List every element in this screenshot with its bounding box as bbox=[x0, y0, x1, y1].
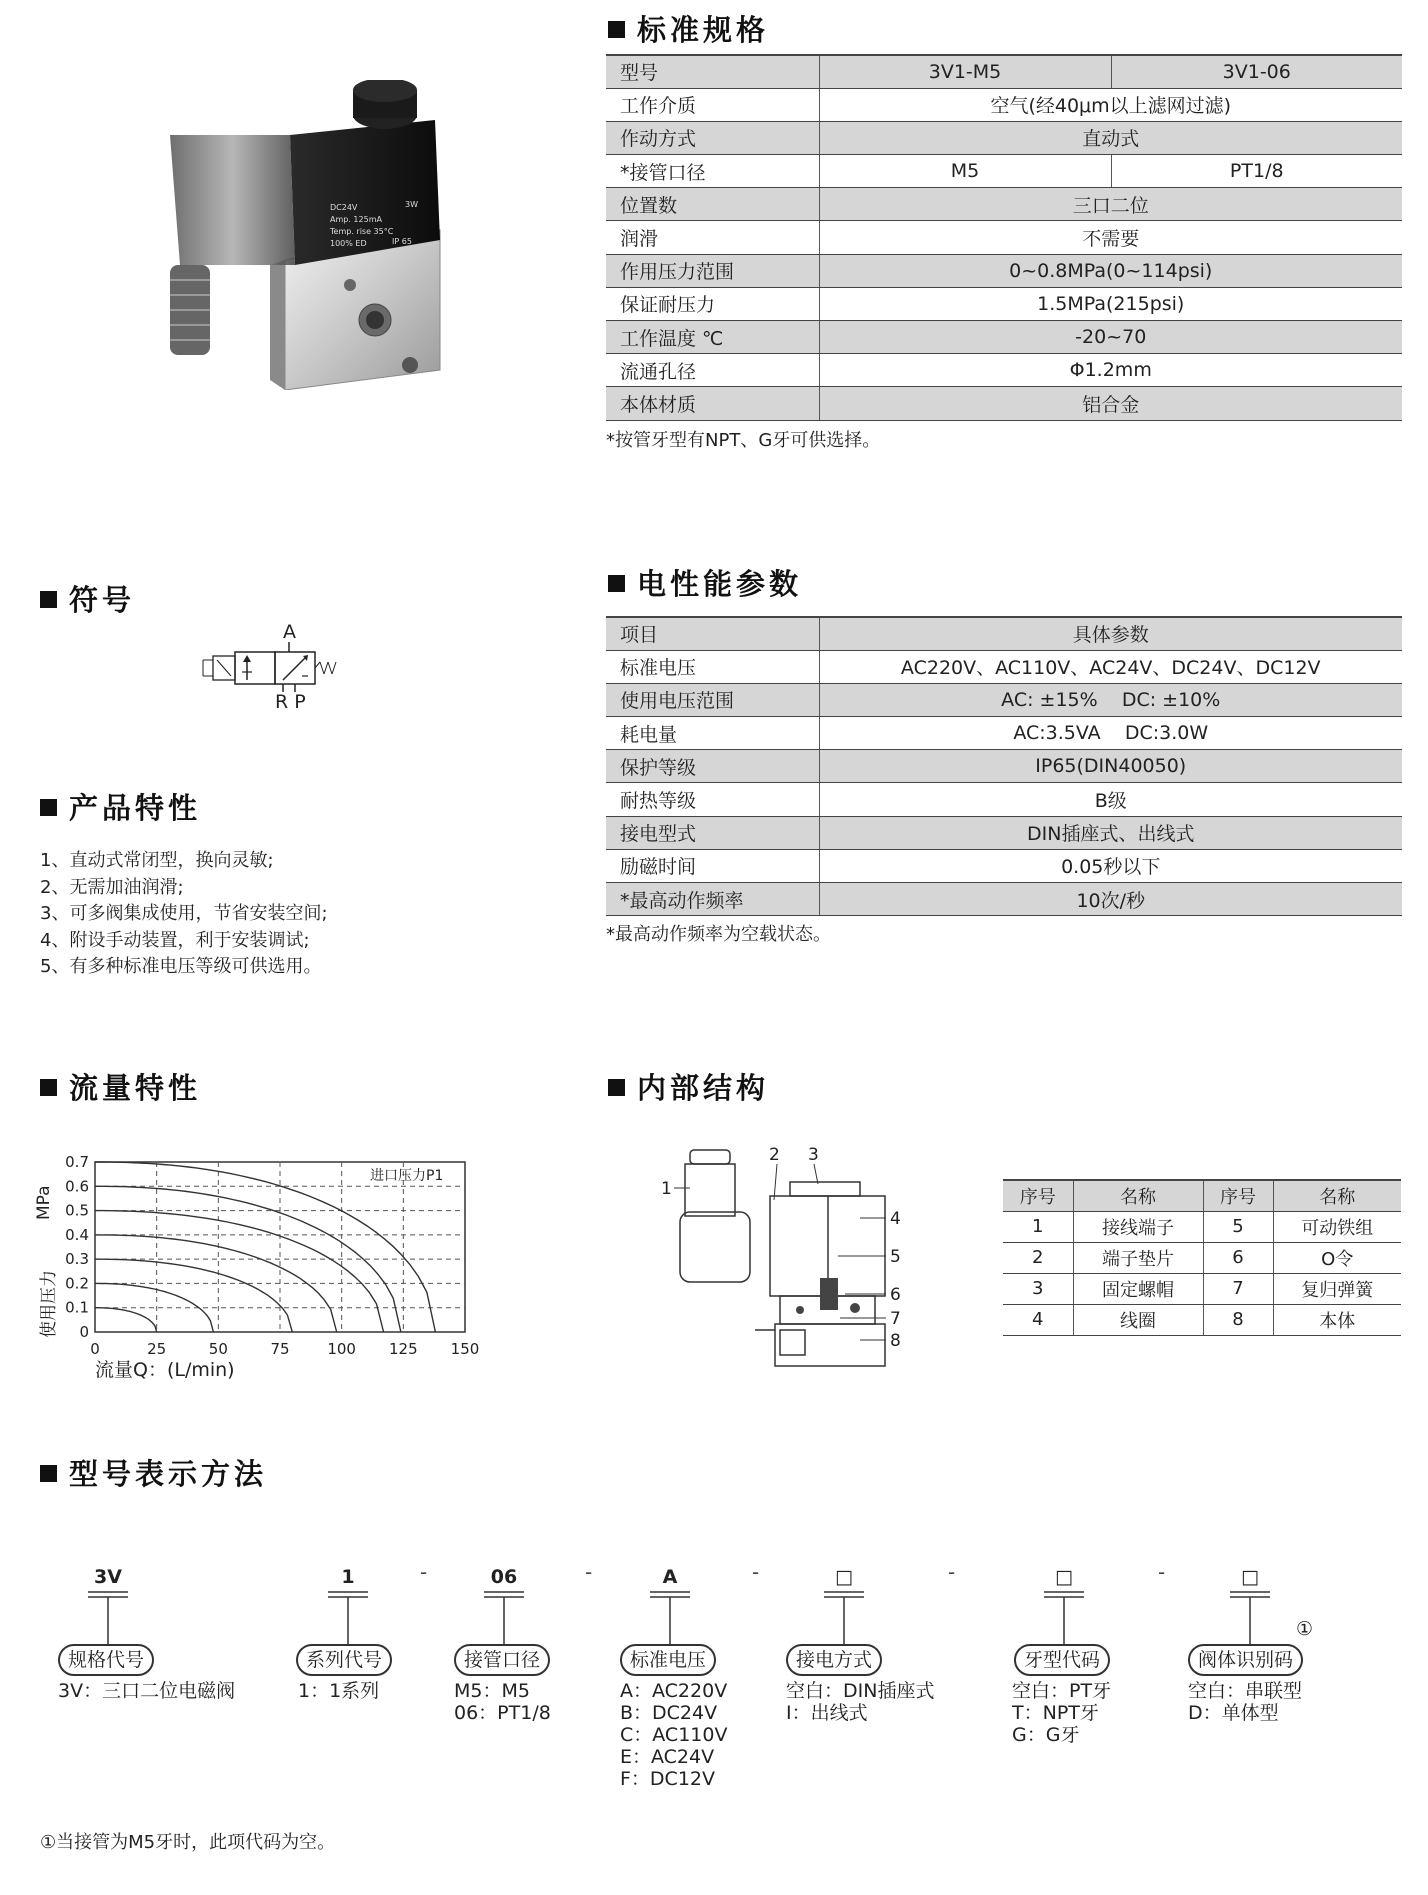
model-dash: - bbox=[420, 1560, 428, 1584]
electrical-table bbox=[606, 616, 1402, 916]
spec-note: *按管牙型有NPT、G牙可供选择。 bbox=[606, 430, 881, 451]
callout-4: 4 bbox=[890, 1209, 901, 1229]
field-body-id: 阀体识别码 bbox=[1188, 1644, 1303, 1676]
photo-label-line2: Amp. 125mA bbox=[330, 215, 382, 224]
chart-x-tick: 25 bbox=[147, 1340, 167, 1358]
chart-x-tick: 50 bbox=[208, 1340, 228, 1358]
callout-8: 8 bbox=[890, 1331, 901, 1351]
spec-row: 工作温度 ℃ -20~70 bbox=[606, 321, 1402, 354]
model-dash: - bbox=[752, 1560, 760, 1584]
callout-5: 5 bbox=[890, 1247, 901, 1267]
chart-y-tick: 0.7 bbox=[65, 1153, 89, 1171]
chart-series-line bbox=[95, 1308, 157, 1332]
chart-y-tick: 0.1 bbox=[65, 1298, 89, 1317]
model-footnote: ①当接管为M5牙时，此项代码为空。 bbox=[40, 1832, 336, 1853]
field-voltage: 标准电压 bbox=[620, 1644, 716, 1676]
features-section-title: 产品特性 bbox=[40, 786, 201, 827]
electrical-row: 使用电压范围 AC: ±15% DC: ±10% bbox=[606, 683, 1402, 716]
product-photo bbox=[160, 80, 460, 390]
model-code-voltage: A bbox=[662, 1566, 678, 1588]
square-bullet-icon bbox=[608, 575, 625, 592]
feature-item: 4、附设手动装置，利于安装调试; bbox=[40, 929, 310, 951]
parts-table bbox=[1003, 1179, 1401, 1336]
model-code-thread: □ bbox=[1055, 1566, 1073, 1588]
spec-header-row: 型号 3V1-M5 3V1-06 bbox=[606, 55, 1402, 88]
square-bullet-icon bbox=[608, 1079, 625, 1096]
features-list bbox=[40, 848, 328, 981]
spec-row: 作用压力范围 0~0.8MPa(0~114psi) bbox=[606, 254, 1402, 287]
chart-legend: 进口压力P1 bbox=[370, 1168, 444, 1184]
structure-section-title: 内部结构 bbox=[608, 1066, 769, 1107]
chart-y-unit: MPa bbox=[34, 1185, 54, 1220]
electrical-row: *最高动作频率 10次/秒 bbox=[606, 883, 1402, 916]
field-spec-code: 规格代号 bbox=[58, 1644, 154, 1676]
chart-y-tick: 0.5 bbox=[65, 1201, 89, 1220]
model-code-body: □ bbox=[1241, 1566, 1259, 1588]
chart-x-label: 流量Q：(L/min) bbox=[95, 1359, 235, 1381]
electrical-row: 标准电压 AC220V、AC110V、AC24V、DC24V、DC12V bbox=[606, 650, 1402, 683]
chart-x-tick: 150 bbox=[450, 1340, 480, 1358]
chart-y-label: 使用压力 bbox=[39, 1270, 59, 1338]
field-thread-desc: 空白：PT牙 T：NPT牙 G：G牙 bbox=[1012, 1680, 1112, 1746]
parts-row: 4 线圈 8 本体 bbox=[1003, 1304, 1401, 1335]
symbol-section-title: 符号 bbox=[40, 578, 135, 619]
electrical-note: *最高动作频率为空载状态。 bbox=[606, 924, 831, 945]
model-dash: - bbox=[585, 1560, 593, 1584]
field-connection-desc: 空白：DIN插座式 I：出线式 bbox=[786, 1680, 935, 1724]
chart-y-tick: 0.2 bbox=[65, 1274, 89, 1293]
model-code-connection: □ bbox=[835, 1566, 853, 1588]
electrical-section-title: 电性能参数 bbox=[608, 562, 802, 603]
callout-6: 6 bbox=[890, 1285, 901, 1305]
square-bullet-icon bbox=[40, 1079, 57, 1096]
chart-y-tick: 0 bbox=[79, 1323, 89, 1341]
valve-symbol bbox=[195, 620, 345, 710]
model-dash: - bbox=[948, 1560, 956, 1584]
photo-label-line4: 100% ED bbox=[330, 239, 367, 248]
spec-row: 保证耐压力 1.5MPa(215psi) bbox=[606, 287, 1402, 320]
chart-x-tick: 0 bbox=[90, 1340, 100, 1358]
model-connectors bbox=[0, 1590, 1428, 1646]
field-series-desc: 1：1系列 bbox=[298, 1680, 380, 1702]
symbol-port-rp: R P bbox=[275, 691, 306, 710]
field-body-desc: 空白：串联型 D：单体型 bbox=[1188, 1680, 1303, 1724]
flow-section-title: 流量特性 bbox=[40, 1066, 201, 1107]
model-code-series: 1 bbox=[341, 1566, 355, 1588]
callout-3: 3 bbox=[808, 1145, 819, 1165]
field-spec-desc: 3V：三口二位电磁阀 bbox=[58, 1680, 236, 1702]
spec-row: 位置数 三口二位 bbox=[606, 188, 1402, 221]
structure-drawing bbox=[660, 1140, 920, 1380]
field-thread: 牙型代码 bbox=[1014, 1644, 1110, 1676]
chart-x-tick: 75 bbox=[270, 1340, 290, 1358]
square-bullet-icon bbox=[40, 1465, 57, 1482]
electrical-row: 保护等级 IP65(DIN40050) bbox=[606, 750, 1402, 783]
spec-section-title: 标准规格 bbox=[608, 8, 769, 49]
chart-series-line bbox=[95, 1259, 292, 1332]
callout-7: 7 bbox=[890, 1309, 901, 1329]
callout-1: 1 bbox=[661, 1179, 672, 1199]
field-port-desc: M5：M5 06：PT1/8 bbox=[454, 1680, 551, 1724]
model-dash: - bbox=[1158, 1560, 1166, 1584]
spec-table bbox=[606, 54, 1402, 421]
circle-mark: ① bbox=[1296, 1618, 1314, 1640]
parts-row: 2 端子垫片 6 O令 bbox=[1003, 1242, 1401, 1273]
electrical-row: 耐热等级 B级 bbox=[606, 783, 1402, 816]
photo-label-line3: Temp. rise 35°C bbox=[330, 227, 394, 236]
chart-y-tick: 0.3 bbox=[65, 1250, 89, 1269]
parts-row: 3 固定螺帽 7 复归弹簧 bbox=[1003, 1273, 1401, 1304]
field-series-code: 系列代号 bbox=[296, 1644, 392, 1676]
square-bullet-icon bbox=[40, 799, 57, 816]
flow-chart bbox=[55, 1140, 495, 1390]
square-bullet-icon bbox=[40, 591, 57, 608]
feature-item: 5、有多种标准电压等级可供选用。 bbox=[40, 956, 322, 977]
model-code-port: 06 bbox=[490, 1566, 518, 1588]
symbol-port-a: A bbox=[283, 621, 296, 643]
electrical-row: 接电型式 DIN插座式、出线式 bbox=[606, 816, 1402, 849]
field-connection: 接电方式 bbox=[786, 1644, 882, 1676]
photo-label-line4b: IP 65 bbox=[392, 237, 412, 246]
spec-row: *接管口径 M5 PT1/8 bbox=[606, 155, 1402, 188]
chart-y-tick: 0.6 bbox=[65, 1177, 89, 1196]
field-voltage-desc: A：AC220V B：DC24V C：AC110V E：AC24V F：DC12V bbox=[620, 1680, 728, 1790]
model-code-spec: 3V bbox=[94, 1566, 122, 1588]
electrical-row: 励磁时间 0.05秒以下 bbox=[606, 849, 1402, 882]
photo-label-line1: DC24V bbox=[330, 203, 358, 212]
chart-x-tick: 100 bbox=[327, 1340, 356, 1358]
parts-row: 1 接线端子 5 可动铁组 bbox=[1003, 1211, 1401, 1242]
parts-header-row: 序号 名称 序号 名称 bbox=[1003, 1180, 1401, 1211]
square-bullet-icon bbox=[608, 21, 625, 38]
electrical-header-row: 项目 具体参数 bbox=[606, 617, 1402, 650]
field-port-size: 接管口径 bbox=[454, 1644, 550, 1676]
feature-item: 2、无需加油润滑; bbox=[40, 876, 184, 898]
spec-row: 润滑 不需要 bbox=[606, 221, 1402, 254]
electrical-row: 耗电量 AC:3.5VA DC:3.0W bbox=[606, 717, 1402, 750]
callout-2: 2 bbox=[769, 1145, 780, 1165]
photo-label-line1b: 3W bbox=[405, 200, 418, 209]
spec-row: 作动方式 直动式 bbox=[606, 121, 1402, 154]
feature-item: 1、直动式常闭型，换向灵敏; bbox=[40, 850, 274, 871]
spec-row: 流通孔径 Φ1.2mm bbox=[606, 354, 1402, 387]
chart-y-tick: 0.4 bbox=[65, 1225, 89, 1244]
feature-item: 3、可多阀集成使用，节省安装空间; bbox=[40, 903, 328, 924]
spec-row: 本体材质 铝合金 bbox=[606, 387, 1402, 420]
spec-row: 工作介质 空气(经40μm以上滤网过滤) bbox=[606, 88, 1402, 121]
chart-x-tick: 125 bbox=[389, 1340, 418, 1358]
model-section-title: 型号表示方法 bbox=[40, 1452, 267, 1493]
